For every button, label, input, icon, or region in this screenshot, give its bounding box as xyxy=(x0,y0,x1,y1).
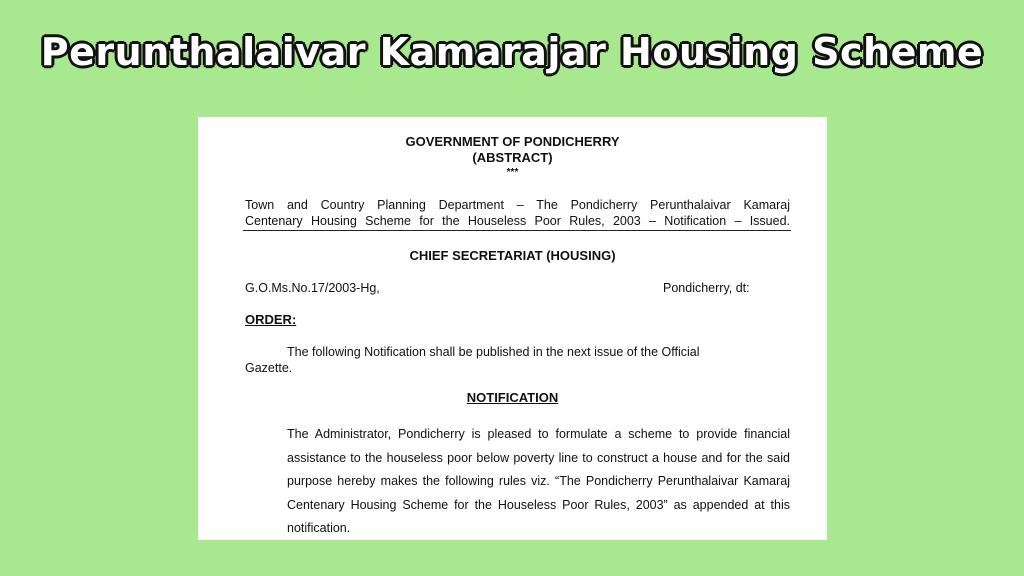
order-text-line-1: The following Notification shall be published in the next issue of the Official xyxy=(287,345,700,359)
order-text xyxy=(245,344,765,377)
notification-body xyxy=(245,423,790,541)
banner-title: Perunthalaivar Kamarajar Housing Scheme xyxy=(40,30,984,74)
abstract-label: (ABSTRACT) xyxy=(472,150,553,165)
subject-line-2: Centenary Housing Scheme for the Houseless Poor Rules, 2003 – Notification – Issued. xyxy=(245,214,790,228)
government-heading: GOVERNMENT OF PONDICHERRY xyxy=(405,134,620,149)
go-number: G.O.Ms.No.17/2003-Hg, xyxy=(245,281,380,295)
document-page xyxy=(198,117,827,540)
order-heading: ORDER: xyxy=(245,312,297,327)
subject-line-1: Town and Country Planning Department – The Pondicherry Perunthalaivar Kamaraj xyxy=(245,198,790,212)
separator-stars: *** xyxy=(506,167,519,178)
subject-underline xyxy=(243,230,791,231)
order-text-line-2: Gazette. xyxy=(245,361,293,376)
place-date: Pondicherry, dt: xyxy=(663,281,750,295)
department-heading: CHIEF SECRETARIAT (HOUSING) xyxy=(409,248,616,263)
notification-paragraph: The Administrator, Pondicherry is pleased to formulate a scheme to provide financial assistance to the houseless poor below poverty line to construct a house and for the said purpose hereby makes the following rules viz. “The Pondicherry Perunthalaivar Kamaraj Centenary Housing Scheme for the Houseless Poor Rules, 2003” as appended at this notification. xyxy=(287,427,790,536)
notification-heading: NOTIFICATION xyxy=(466,390,559,405)
